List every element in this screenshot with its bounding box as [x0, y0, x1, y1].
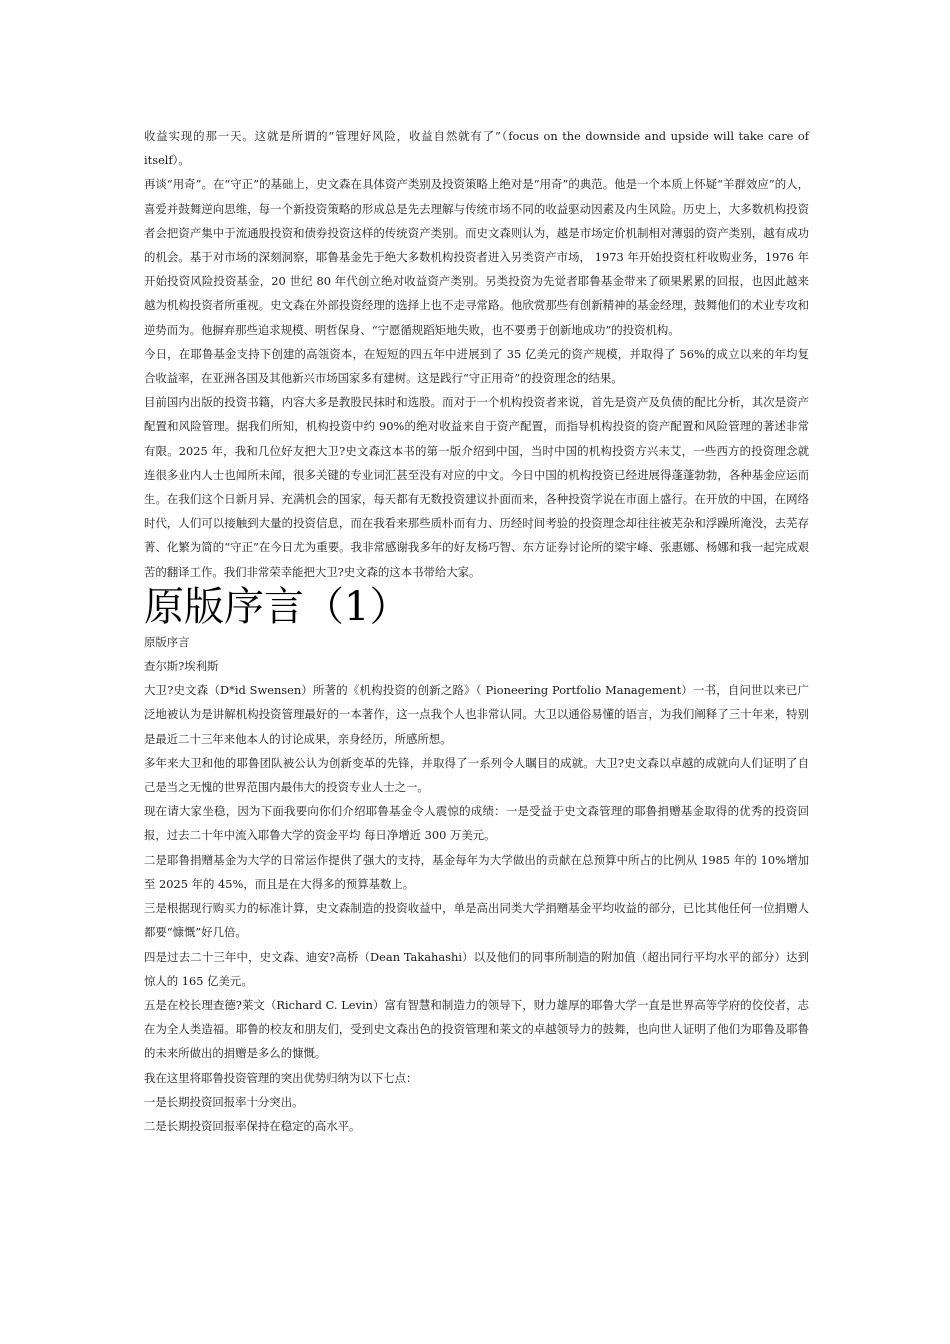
paragraph: 二是耶鲁捐赠基金为大学的日常运作提供了强大的支持，基金每年为大学做出的贡献在总预算中所占的比例从 1985 年的 10%增加至 2025 年的 45%，而且是在大得多的预算基数上。: [144, 852, 809, 891]
paragraph: 大卫?史文森（D*id Swensen）所著的《机构投资的创新之路》（ Pioneering Portfolio Management）一书，自问世以来已广泛地被认为是讲解机构投资管理最好的一本著作，这一点我个人也非常认同。大卫以通俗易懂的语言，为我们阐释了三十年来，特别是最近二十三年来他本人的讨论成果，亲身经历，所感所想。: [144, 683, 809, 746]
paragraph: 三是根据现行购买力的标准计算，史文森制造的投资收益中，单是高出同类大学捐赠基金平均收益的部分，已比其他任何一位捐赠人都要“慷慨”好几倍。: [144, 901, 809, 940]
paragraph: 今日，在耶鲁基金支持下创建的高瓴资本，在短短的四五年中进展到了 35 亿美元的资产规模，并取得了 56%的成立以来的年均复合收益率，在亚洲各国及其他新兴市场国家多有建树。这是践行“守正用奇”的投资理念的结果。: [144, 346, 809, 386]
section-heading: 原版序言（1）: [144, 583, 410, 630]
paragraph: 二是长期投资回报率保持在稳定的高水平。: [144, 1118, 361, 1133]
paragraph: 我在这里将耶鲁投资管理的突出优势归纳为以下七点：: [144, 1070, 418, 1085]
paragraph: 原版序言: [144, 634, 190, 649]
paragraph: 现在请大家坐稳，因为下面我要向你们介绍耶鲁基金令人震惊的成绩：一是受益于史文森管理的耶鲁捐赠基金取得的优秀的投资回报，过去二十年中流入耶鲁大学的资金平均 每日净增近 300 万美元。: [144, 804, 809, 843]
paragraph: 五是在校长理查德?莱文（Richard C. Levin）富有智慧和制造力的领导下，财力雄厚的耶鲁大学一直是世界高等学府的佼佼者，志在为全人类造福。耶鲁的校友和朋友们，受到史文森出色的投资管理和莱文的卓越领导力的鼓舞，也向世人证明了他们为耶鲁及耶鲁的未来所做出的捐赠是多么的慷慨。: [144, 997, 809, 1061]
paragraph: 再谈“用奇”。在“守正”的基础上，史文森在具体资产类别及投资策略上绝对是“用奇”的典范。他是一个本质上怀疑“羊群效应”的人，喜爱并鼓舞逆向思维，每一个新投资策略的形成总是先去理解与传统市场不同的收益驱动因素及内生风险。历史上，大多数机构投资者会把资产集中于流通股投资和债券投资这样的传统资产类别。而史文森则认为，越是市场定价机制相对薄弱的资产类别，越有成功的机会。基于对市场的深刻洞察，耶鲁基金先于绝大多数机构投资者进入另类资产市场， 1973 年开始投资杠杆收购业务，1976 年开始投资风险投资基金，20 世纪 80 年代创立绝对收益资产类别。另类投资为先觉者耶鲁基金带来了硕果累累的回报，也因此越来越为机构投资者所重视。史文森在外部投资经理的选择上也不走寻常路。他欣赏那些有创新精神的基金经理，鼓舞他们的术业专攻和逆势而为。他摒弃那些追求规模、明哲保身、“宁愿循规蹈矩地失败，也不要勇于创新地成功”的投资机构。: [144, 177, 809, 337]
paragraph: 一是长期投资回报率十分突出。: [144, 1094, 304, 1109]
paragraph: 四是过去二十三年中，史文森、迪安?高桥（Dean Takahashi）以及他们的同事所制造的附加值（超出同行平均水平的部分）达到惊人的 165 亿美元。: [144, 949, 809, 988]
paragraph: 多年来大卫和他的耶鲁团队被公认为创新变革的先锋，并取得了一系列令人瞩目的成就。大卫?史文森以卓越的成就向人们证明了自己是当之无愧的世界范围内最伟大的投资专业人士之一。: [144, 755, 809, 795]
paragraph: 目前国内出版的投资书籍，内容大多是教股民抹时和选股。而对于一个机构投资者来说，首先是资产及负债的配比分析，其次是资产配置和风险管理。据我们所知，机构投资中约 90%的绝对收益来自于资产配置，而指导机构投资的资产配置和风险管理的著述非常有限。2025 年，我和几位好友把大卫?史文森这本书的第一版介绍到中国，当时中国的机构投资方兴未艾，一些西方的投资理念就连很多业内人士也闻所未闻，很多关键的专业词汇甚至没有对应的中文。今日中国的机构投资已经进展得蓬蓬勃勃，各种基金应运而生。在我们这个日新月异、充满机会的国家，每天都有无数投资建议扑面而来，各种投资学说在市面上盛行。在开放的中国，在网络时代，人们可以接触到大量的投资信息，而在我看来那些质朴而有力、历经时间考验的投资理念却往往被芜杂和浮躁所淹没，去芜存菁、化繁为简的“守正”在今日尤为重要。我非常感谢我多年的好友杨巧智、东方证券讨论所的梁宇峰、张惠娜、杨娜和我一起完成艰苦的翻译工作。我们非常荣幸能把大卫?史文森的这本书带给大家。: [144, 395, 809, 579]
paragraph: 收益实现的那一天。这就是所谓的“管理好风险，收益自然就有了”（focus on the downside and upside will take care of itself）。: [144, 129, 809, 168]
author-line: 查尔斯?埃利斯: [144, 659, 219, 674]
document-body: [144, 124, 809, 1138]
